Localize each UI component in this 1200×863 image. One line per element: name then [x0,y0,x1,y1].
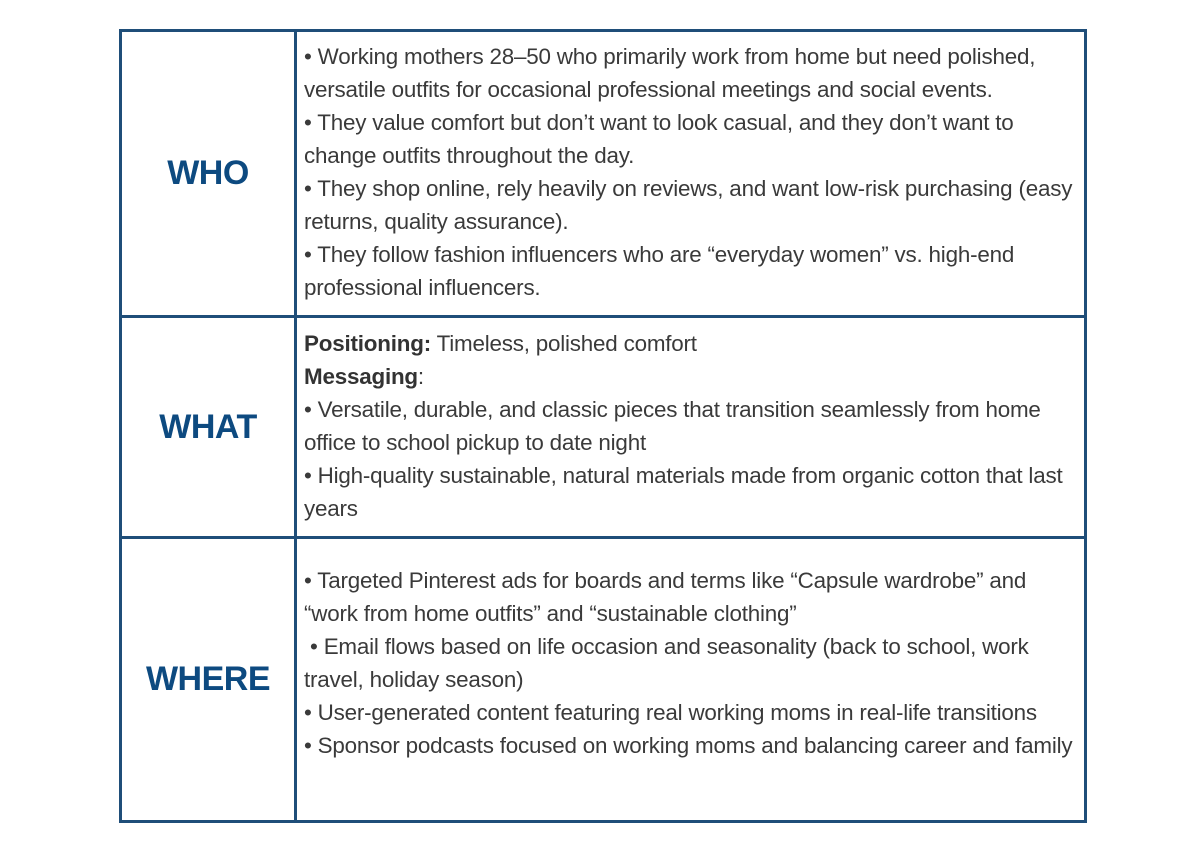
row-label-cell-what [122,318,297,539]
where-bullet-1: • Targeted Pinterest ads for boards and terms like “Capsule wardrobe” and “work from home outfits” and “sustainable clothing” [304,568,1027,626]
where-bullet-4: • Sponsor podcasts focused on working moms and balancing career and family [304,733,1073,758]
where-bullet-3: • User-generated content featuring real working moms in real-life transitions [304,700,1037,725]
row-content-what [297,318,1084,539]
row-content-where [297,539,1084,820]
what-bullet-1: • Versatile, durable, and classic pieces that transition seamlessly from home office to school pickup to date night [304,397,1041,455]
messaging-colon: : [417,364,424,389]
positioning-line [304,327,1078,360]
who-bullet-1: • Working mothers 28–50 who primarily work from home but need polished, versatile outfits for occasional professional meetings and social events. [304,44,1036,102]
where-bullet-2: • Email flows based on life occasion and seasonality (back to school, work travel, holiday season) [304,634,1035,692]
row-label-cell-where [122,539,297,820]
row-label-who: WHO [167,154,249,192]
who-bullet-4: • They follow fashion influencers who are “everyday women” vs. high-end professional influencers. [304,242,1015,300]
row-label-cell-who [122,32,297,318]
what-bullet-2: • High-quality sustainable, natural materials made from organic cotton that last years [304,463,1063,521]
row-content-who [297,32,1084,318]
row-label-what: WHAT [159,407,257,446]
messaging-line [304,360,1078,393]
who-bullet-3: • They shop online, rely heavily on reviews, and want low-risk purchasing (easy returns, quality assurance). [304,176,1073,234]
row-label-where: WHERE [145,660,271,698]
messaging-label: Messaging [304,364,418,389]
positioning-text: Timeless, polished comfort [430,331,697,356]
who-bullet-2: • They value comfort but don’t want to look casual, and they don’t want to change outfits throughout the day. [304,110,1014,168]
positioning-label: Positioning: [304,331,431,356]
strategy-table [119,29,1087,823]
